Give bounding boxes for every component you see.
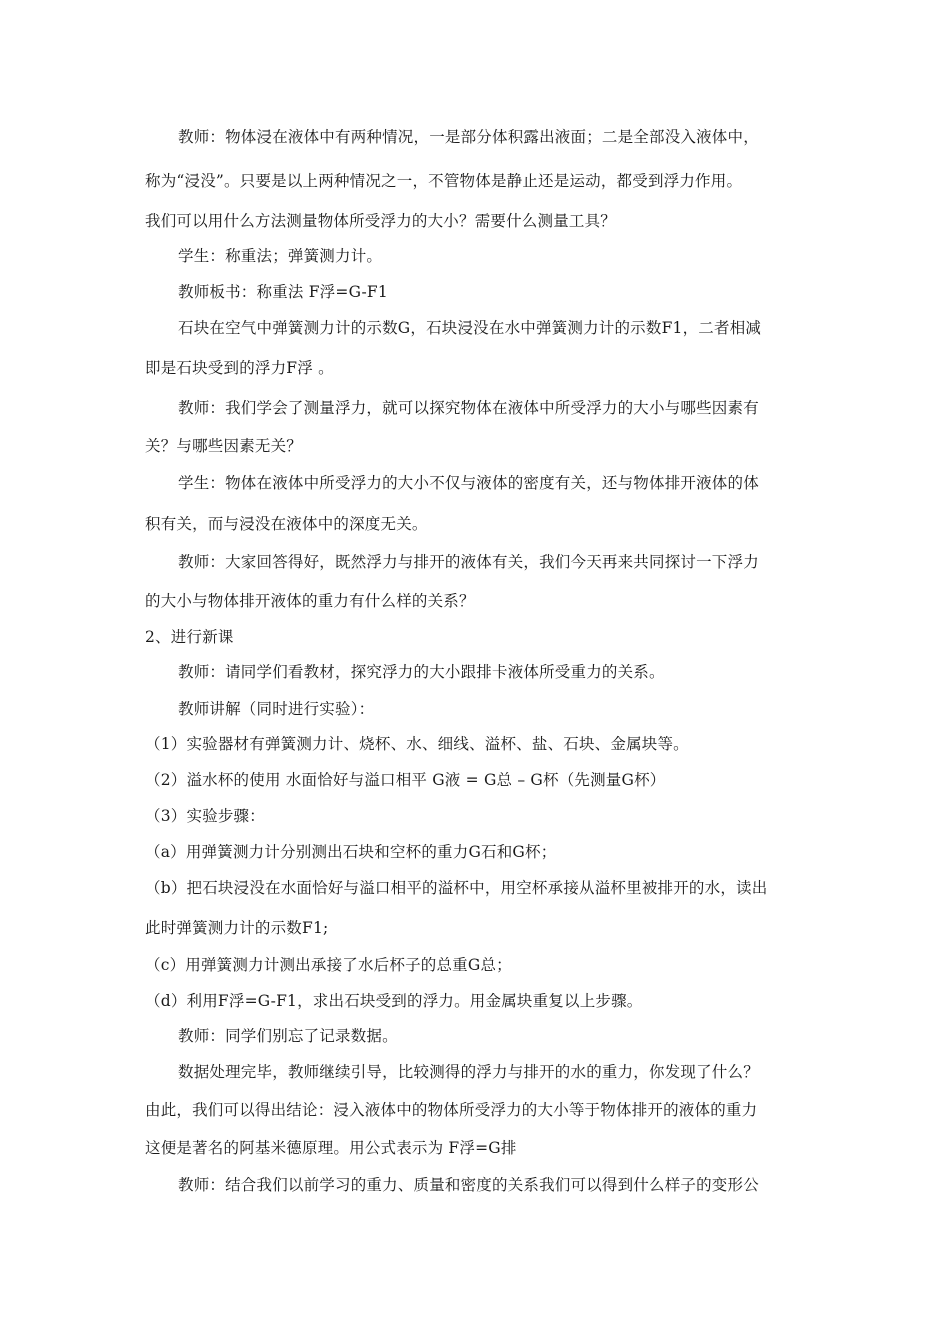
paragraph-line: 教师：结合我们以前学习的重力、质量和密度的关系我们可以得到什么样子的变形公 [178, 1176, 759, 1194]
paragraph-line: 学生：物体在液体中所受浮力的大小不仅与液体的密度有关，还与物体排开液体的体 [178, 474, 759, 492]
paragraph-line: 这便是著名的阿基米德原理。用公式表示为 F浮=G排 [145, 1139, 517, 1157]
paragraph-line: 我们可以用什么方法测量物体所受浮力的大小？需要什么测量工具？ [145, 212, 617, 230]
paragraph-line: 教师讲解（同时进行实验）： [178, 700, 375, 718]
paragraph-line: 教师：我们学会了测量浮力，就可以探究物体在液体中所受浮力的大小与哪些因素有 [178, 399, 759, 417]
paragraph-line: 石块在空气中弹簧测力计的示数G，石块浸没在水中弹簧测力计的示数F1，二者相减 [178, 319, 762, 337]
paragraph-line: 此时弹簧测力计的示数F1; [145, 919, 329, 937]
paragraph-line: 数据处理完毕，教师继续引导，比较测得的浮力与排开的水的重力，你发现了什么？ [178, 1063, 759, 1081]
paragraph-line: 积有关，而与浸没在液体中的深度无关。 [145, 515, 428, 533]
paragraph-line: 学生：称重法；弹簧测力计。 [178, 247, 383, 265]
paragraph-line: 由此，我们可以得出结论：浸入液体中的物体所受浮力的大小等于物体排开的液体的重力 [145, 1101, 758, 1119]
paragraph-line: 教师：请同学们看教材，探究浮力的大小跟排卡液体所受重力的关系。 [178, 663, 665, 681]
paragraph-line: 的大小与物体排开液体的重力有什么样的关系？ [145, 592, 475, 610]
paragraph-line: 即是石块受到的浮力F浮 。 [145, 359, 334, 377]
paragraph-line: （2）溢水杯的使用 水面恰好与溢口相平 G液 = G总 – G杯（先测量G杯） [145, 771, 666, 789]
paragraph-line: （a）用弹簧测力计分别测出石块和空杯的重力G石和G杯； [145, 843, 557, 861]
paragraph-line: （3）实验步骤： [145, 807, 265, 825]
paragraph-line: 关？与哪些因素无关？ [145, 437, 303, 455]
paragraph-line: 教师：同学们别忘了记录数据。 [178, 1027, 398, 1045]
section-heading: 2、进行新课 [145, 628, 234, 646]
paragraph-line: 教师：大家回答得好，既然浮力与排开的液体有关，我们今天再来共同探讨一下浮力 [178, 553, 759, 571]
paragraph-line: 教师：物体浸在液体中有两种情况，一是部分体积露出液面；二是全部没入液体中， [178, 128, 759, 146]
paragraph-line: （b）把石块浸没在水面恰好与溢口相平的溢杯中，用空杯承接从溢杯里被排开的水，读出 [145, 879, 768, 897]
paragraph-line: （d）利用F浮=G-F1，求出石块受到的浮力。用金属块重复以上步骤。 [145, 992, 643, 1010]
paragraph-line: （1）实验器材有弹簧测力计、烧杯、水、细线、溢杯、盐、石块、金属块等。 [145, 735, 689, 753]
paragraph-line: 称为“浸没”。只要是以上两种情况之一，不管物体是静止还是运动，都受到浮力作用。 [145, 172, 743, 190]
paragraph-line: （c）用弹簧测力计测出承接了水后杯子的总重G总； [145, 956, 512, 974]
paragraph-line: 教师板书：称重法 F浮=G-F1 [178, 283, 388, 301]
